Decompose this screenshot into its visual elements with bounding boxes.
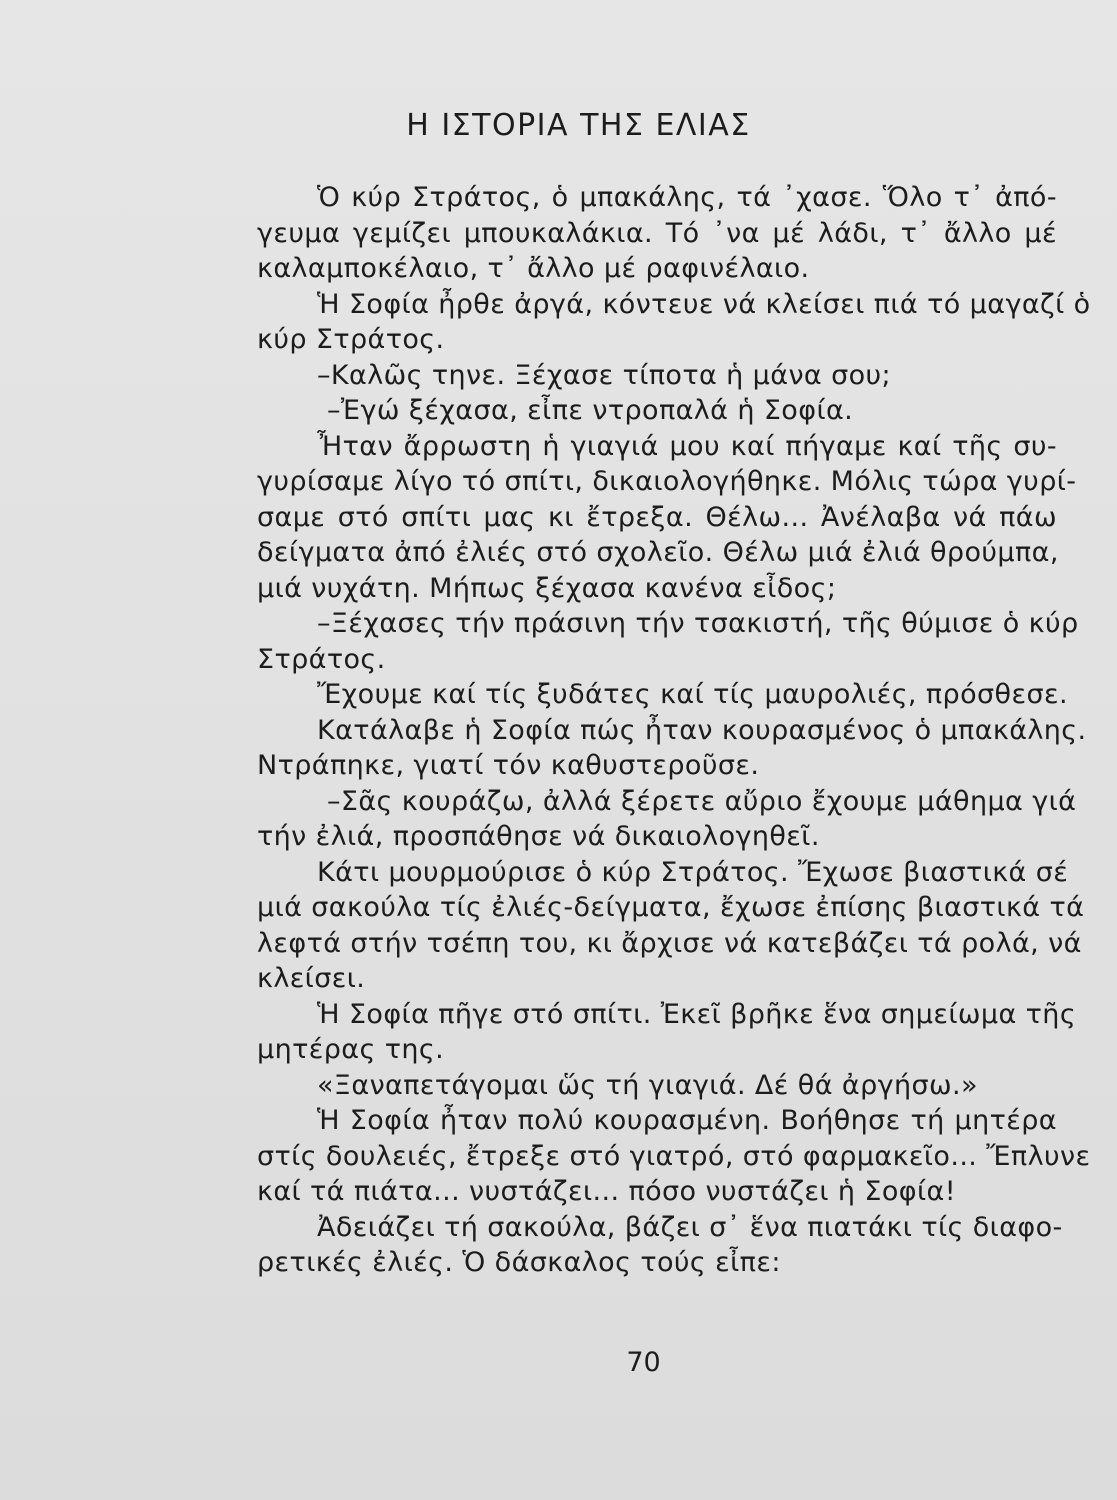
text-line: γευμα γεμίζει μπουκαλάκια. Τό ᾽να μέ λάδι, τ᾽ ἄλλο μέ: [257, 217, 1057, 249]
text-line: «Ξαναπετάγομαι ὥς τή γιαγιά. Δέ θά ἀργήσω.»: [317, 1069, 978, 1101]
text-line: λεφτά στήν τσέπη του, κι ἄρχισε νά κατεβάζει τά ρολά, νά: [257, 927, 1082, 959]
text-line: κύρ Στράτος.: [257, 324, 445, 355]
text-line: Ἡ Σοφία ἦρθε ἀργά, κόντευε νά κλείσει πιά τό μαγαζί ὁ: [317, 288, 1091, 320]
text-line: μιά σακούλα τίς ἐλιές-δείγματα, ἔχωσε ἐπίσης βιαστικά τά: [257, 892, 1085, 923]
text-line: στίς δουλειές, ἔτρεξε στό γιατρό, στό φαρμακεῖο... Ἔπλυνε: [257, 1140, 1091, 1172]
text-line: κλείσει.: [257, 963, 366, 994]
text-line: –Καλῶς τηνε. Ξέχασε τίποτα ἡ μάνα σου;: [317, 359, 892, 391]
text-line: σαμε στό σπίτι μας κι ἔτρεξα. Θέλω... Ἀνέλαβα νά πάω: [257, 501, 1057, 533]
text-line: –Ξέχασες τήν πράσινη τήν τσακιστή, τῆς θύμισε ὁ κύρ: [317, 608, 1079, 639]
page-number: 70: [626, 1347, 661, 1378]
text-line: Κάτι μουρμούρισε ὁ κύρ Στράτος. Ἔχωσε βιαστικά σέ: [317, 856, 1069, 888]
text-line: τήν ἐλιά, προσπάθησε νά δικαιολογηθεῖ.: [257, 821, 820, 852]
text-line: καλαμποκέλαιο, τ᾽ ἄλλο μέ ραφινέλαιο.: [257, 253, 810, 284]
text-line: γυρίσαμε λίγο τό σπίτι, δικαιολογήθηκε. Μόλις τώρα γυρί-: [257, 466, 1077, 497]
text-line: Κατάλαβε ἡ Σοφία πώς ἦταν κουρασμένος ὁ μπακάλης.: [317, 714, 1087, 746]
text-line: μιά νυχάτη. Μήπως ξέχασα κανένα εἶδος;: [257, 572, 837, 604]
text-line: μητέρας της.: [257, 1034, 445, 1065]
text-line: δείγματα ἀπό ἐλιές στό σχολεῖο. Θέλω μιά ἐλιά θρούμπα,: [257, 537, 1059, 568]
text-line: Ἡ Σοφία ἦταν πολύ κουρασμένη. Βοήθησε τή μητέρα: [317, 1105, 1057, 1136]
text-line: –Ἐγώ ξέχασα, εἶπε ντροπαλά ἡ Σοφία.: [327, 395, 854, 426]
text-line: Ἔχουμε καί τίς ξυδάτες καί τίς μαυρολιές, πρόσθεσε.: [317, 679, 1068, 710]
chapter-title: Η ΙΣΤΟΡΙΑ ΤΗΣ ΕΛΙΑΣ: [406, 108, 751, 143]
text-line: Ἦταν ἄρρωστη ἡ γιαγιά μου καί πήγαμε καί τῆς συ-: [317, 430, 1057, 462]
text-line: Ντράπηκε, γιατί τόν καθυστεροῦσε.: [257, 750, 760, 781]
text-line: Ἡ Σοφία πῆγε στό σπίτι. Ἐκεῖ βρῆκε ἕνα σημείωμα τῆς: [317, 998, 1077, 1030]
text-line: Ἀδειάζει τή σακούλα, βάζει σ᾽ ἕνα πιατάκι τίς διαφο-: [317, 1211, 1063, 1243]
text-line: ρετικές ἐλιές. Ὁ δάσκαλος τούς εἶπε:: [257, 1247, 781, 1278]
text-line: –Σᾶς κουράζω, ἀλλά ξέρετε αὔριο ἔχουμε μάθημα γιά: [327, 785, 1077, 817]
text-line: Ὁ κύρ Στράτος, ὁ μπακάλης, τά ᾽χασε. Ὅλο τ᾽ ἀπό-: [317, 182, 1057, 213]
body-text: [257, 180, 1091, 1281]
text-line: καί τά πιάτα... νυστάζει... πόσο νυστάζει ἡ Σοφία!: [257, 1176, 956, 1207]
text-line: Στράτος.: [257, 643, 386, 675]
